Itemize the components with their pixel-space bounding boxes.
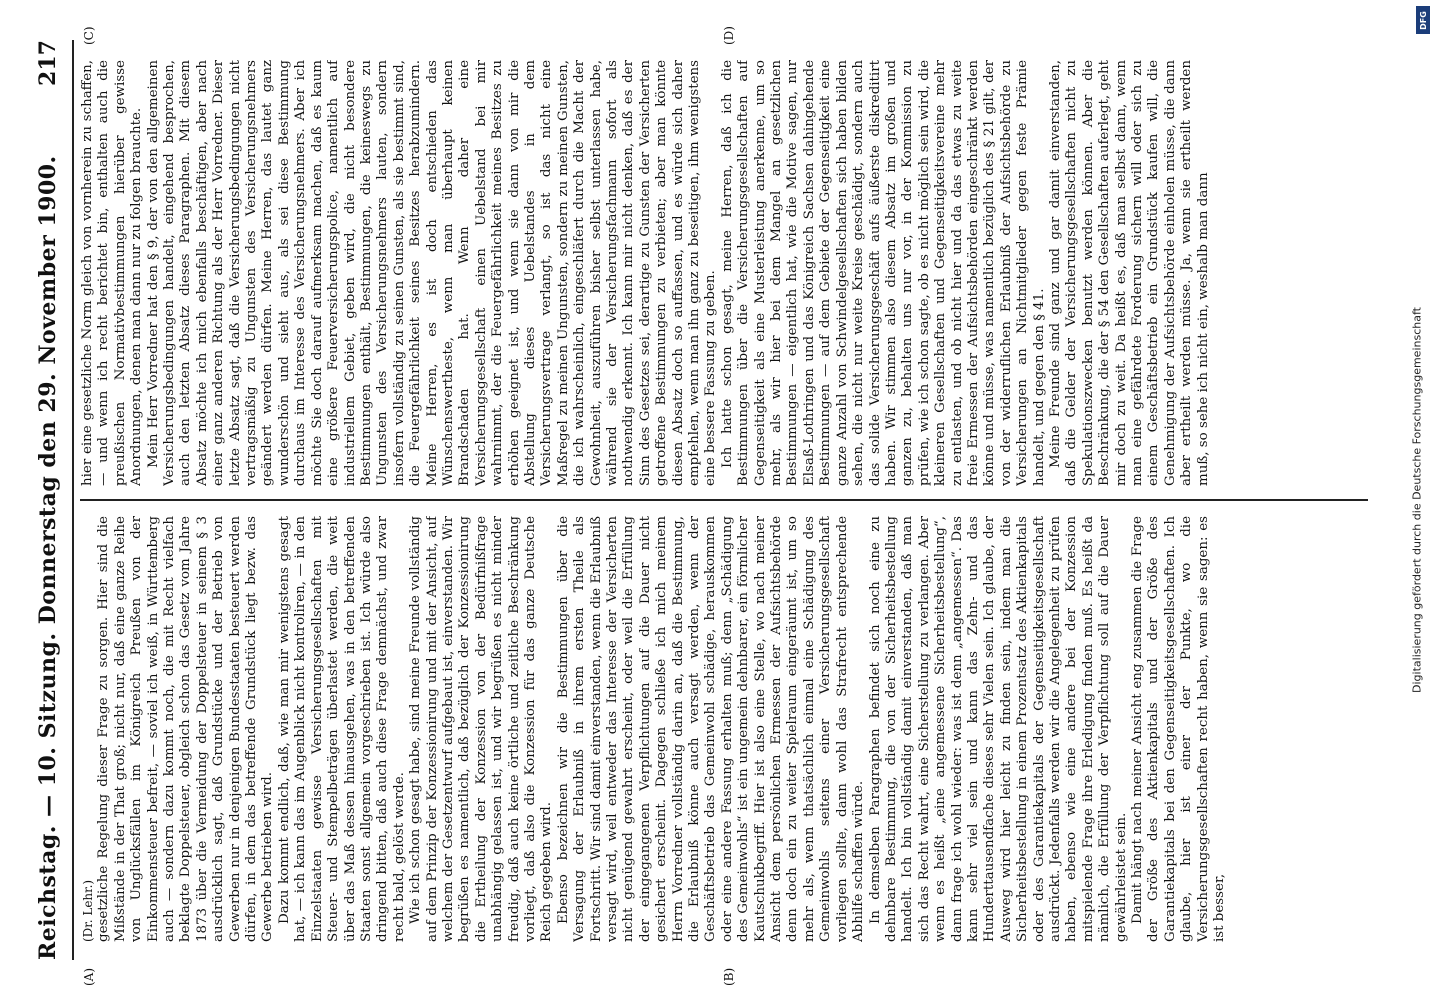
margin-mark-d: (D) — [722, 26, 736, 45]
paragraph: Ich hatte schon gesagt, meine Herren, daß ich die Bestimmungen über die Versicherungsgesellschaften auf Gegenseitigkeit als eine Musterleistung anerkenne, um so mehr, als wir hier bei dem Mangel an gesetzlichen Bestimmungen — eigentlich hat, wie die Motive sagen, nur Elsaß-Lothringen und das Königreich Sachsen dahingehende Bestimmungen — auf dem Gebiete der Gegenseitigkeit eine ganze Anzahl von Schwindelgesellschaften sich haben bilden sehen, die nicht nur weite Kreise geschädigt, sondern auch das solide Versicherungsgeschäft aufs äußerste diskreditirt haben. Wir stimmen also diesem Absatz im großen und ganzen zu, behalten uns nur vor, in der Kommission zu prüfen, wie ich schon sagte, ob es nicht möglich sein wird, die kleineren Gesellschaften und Gegenseitigkeitsvereine mehr zu entlasten, und ob nicht hier und da das etwas zu weite freie Ermessen der Aufsichtsbehörden eingeschränkt werden könne und müsse, was namentlich bezüglich des § 21 gilt, der von der widerruflichen Erlaubniß der Aufsichtsbehörde zu Versicherungen an Nichtmitglieder gegen feste Prämie handelt, und gegen den § 41. — [719, 60, 1047, 486]
page-number: 217 — [35, 40, 61, 86]
paragraph: In demselben Paragraphen befindet sich noch eine zu dehnbare Bestimmung, die von der Sicherheitsbestellung handelt. Ich bin vollständig damit einverstanden, daß man sich das Recht wahrt, eine Sicherstellung zu verlangen. Aber wenn es heißt „eine angemessene Sicherheitsbestellung“, dann frage ich wohl wieder: was ist denn „angemessen“. Das kann sehr viel sein und kann das Zehn- und das Hunderttausendfache dieses sehr Vielen sein. Ich glaube, der Ausweg wird hier leicht zu finden sein, indem man die Sicherheitsbestellung in einem Prozentsatz des Aktienkapitals oder des Garantiekapitals der Gegenseitigkeitsgesellschaft ausdrückt. Jedenfalls werden wir die Angelegenheit zu prüfen haben, ebenso wie eine andere bei der Konzession mitspielende Frage ihre Erledigung finden muß. Es heißt da nämlich, die Erfüllung der Verpflichtung soll auf die Dauer gewährleistet sein. — [867, 516, 1129, 942]
paragraph: Ebenso bezeichnen wir die Bestimmungen über die Versagung der Erlaubniß in ihrem ersten Theile als Fortschritt. Wir sind damit einverstanden, wenn die Erlaubniß versagt wird, weil entweder das Interesse der Versicherten nicht genügend gewahrt erscheint, oder weil die Erfüllung der eingegangenen Verpflichtungen auf die Dauer nicht gesichert erscheint. Dagegen schließe ich mich meinem Herrn Vorredner vollständig darin an, daß die Bestimmung, die Erlaubniß könne auch versagt werden, wenn der Geschäftsbetrieb das Gemeinwohl schädige, herauskommen oder eine andere Fassung erhalten muß; denn „Schädigung des Gemeinwohls“ ist ein ungemein dehnbarer, ein förmlicher Kautschukbegriff. Hier ist also eine Stelle, wo nach meiner Ansicht dem persönlichen Ermessen der Aufsichtsbehörde denn doch ein zu weiter Spielraum eingeräumt ist, um so mehr als, wenn thatsächlich einmal eine Schädigung des Gemeinwohls seitens einer Versicherungsgesellschaft vorliegen sollte, dann wohl das Strafrecht entsprechende Abhilfe schaffen würde. — [555, 516, 867, 942]
paragraph: hier eine gesetzliche Norm gleich von vornherein zu schaffen, — und wenn ich recht berichtet bin, enthalten auch die preußischen Normativbestimmungen hierüber gewisse Anordnungen, denen man dann nur zu folgen brauchte. — [80, 60, 145, 486]
dfg-logo-text: DFG — [1418, 10, 1428, 30]
column-divider — [80, 499, 1368, 501]
paragraph: Dazu kommt endlich, daß, wie man mir wenigstens gesagt hat, — ich kann das im Augenblick nicht kontroliren, — in den Einzelstaaten gewisse Versicherungsgesellschaften mit Steuer- und Stempelbeträgen überlastet werden, die weit über das Maß dessen hinausgehen, was in den betreffenden Staaten sonst allgemein vorgeschrieben ist. Ich würde also dringend bitten, daß auch diese Frage demnächst, und zwar recht bald, gelöst werde. — [276, 516, 407, 942]
paragraph: Meine Freunde sind ganz und gar damit einverstanden, daß die Gelder der Versicherungsgesellschaften nicht zu Spekulationszwecken benutzt werden können. Aber die Beschränkung, die der § 54 den Gesellschaften auferlegt, geht mir doch zu weit. Da heißt es, daß man selbst dann, wenn man eine gefährdete Forderung sichern will oder sich zu einem Geschäftsbetrieb ein Grundstück kaufen will, die Genehmigung der Aufsichtsbehörde einholen müsse, die dann aber ertheilt werden müsse. Ja, wenn sie ertheilt werden muß, so sehe ich nicht ein, weshalb man dann — [1047, 60, 1211, 486]
margin-mark-c: (C) — [82, 26, 96, 45]
page-header — [28, 40, 68, 960]
paragraph: gesetzliche Regelung dieser Frage zu sorgen. Hier sind die Mißstände in der That groß; nicht nur, daß eine ganze Reihe von Unglücksfällen im Königreich Preußen von der Einkommensteuer befreit, — soviel ich weiß, in Württemberg auch — sondern dazu kommt noch, die mit Recht vielfach beklagte Doppelsteuer, obgleich schon das Gesetz vom Jahre 1873 über die Vermeidung der Doppelsteuer in seinem § 3 ausdrücklich sagt, daß Grundstücke und der Betrieb von Gewerben nur in denjenigen Bundesstaaten besteuert werden dürfen, in dem das betreffende Grundstück liegt bezw. das Gewerbe betrieben wird. — [96, 516, 276, 942]
margin-mark-a: (A) — [82, 967, 96, 986]
digitization-note-text: Digitalisierung gefördert durch die Deutsche Forschungsgemeinschaft — [1410, 307, 1424, 693]
session-title: Reichstag. — 10. Sitzung. Donnerstag den 29. November 1900. — [35, 155, 61, 960]
left-column — [80, 516, 1368, 942]
header-rule — [72, 40, 74, 960]
paragraph: Wie ich schon gesagt habe, sind meine Freunde vollständig auf dem Prinzip der Konzessionirung und mit der Ansicht, auf welchem der Gesetzentwurf aufgebaut ist, einverstanden. Wir begrüßen es namentlich, daß bezüglich der Konzessionirung die Ertheilung der Konzession von der Bedürfnißfrage unabhängig gelassen ist, und wir begrüßen es nicht minder freudig, daß auch keine örtliche und zeitliche Beschränkung vorliegt, daß also die Konzession für das ganze Deutsche Reich gegeben wird. — [408, 516, 555, 942]
right-column — [80, 60, 1368, 486]
margin-mark-b: (B) — [722, 967, 736, 986]
speaker-label: (Dr. Lehr.) — [81, 879, 95, 942]
paragraph: Mein Herr Vorredner hat den § 9, der von den allgemeinen Versicherungsbedingungen handelt, eingehend besprochen, auch den letzten Absatz dieses Paragraphen. Mit diesem Absatz möchte ich mich ebenfalls beschäftigen, aber nach einer ganz anderen Richtung als der Herr Vorredner. Dieser letzte Absatz sagt, daß die Versicherungsbedingungen nicht vertragsmäßig zu Ungunsten des Versicherungsnehmers geändert werden dürfen. Meine Herren, das lautet ganz wunderschön und sieht aus, als sei diese Bestimmung durchaus im Interesse des Versicherungsnehmers. Aber ich möchte Sie doch darauf aufmerksam machen, daß es kaum eine größere Feuerversicherungspolice, namentlich auf industriellem Gebiet, geben wird, die nicht besondere Bestimmungen enthält, Bestimmungen, die keineswegs zu Ungunsten des Versicherungsnehmers lauten, sondern insofern vollständig zu seinen Gunsten, als sie bestimmt sind, die Feuergefährlichkeit seines Besitzes herabzumindern. Meine Herren, es ist doch entschieden das Wünschenswertheste, wenn man überhaupt keinen Brandschaden hat. Wenn daher eine Versicherungsgesellschaft einen Uebelstand bei mir wahrnimmt, der die Feuergefährlichkeit meines Besitzes zu erhöhen geeignet ist, und wenn sie dann von mir die Abstellung dieses Uebelstandes in dem Versicherungsvertrage verlangt, so ist das nicht eine Maßregel zu meinen Ungunsten, sondern zu meinen Gunsten, die ich wahrscheinlich, eingeschläfert durch die Macht der Gewohnheit, auszuführen bisher selbst unterlassen habe, während sie der Versicherungsfachmann sofort als nothwendig erkennt. Ich kann mir nicht denken, daß es der Sinn des Gesetzes sei, derartige zu Gunsten der Versicherten getroffene Bestimmungen zu verbieten; aber man könnte diesen Absatz doch so auffassen, und es würde sich daher empfehlen, wenn man ihn ganz zu beseitigen, ihm wenigstens eine bessere Fassung zu geben. — [145, 60, 719, 486]
digitization-note — [1402, 0, 1432, 1000]
paragraph: Damit hängt nach meiner Ansicht eng zusammen die Frage der Größe des Aktienkapitals und der Größe des Garantiekapitals bei den Gegenseitigkeitsgesellschaften. Ich glaube, hier ist einer der Punkte, wo die Versicherungsgesellschaften recht haben, wenn sie sagen: es ist besser, — [1130, 516, 1228, 942]
